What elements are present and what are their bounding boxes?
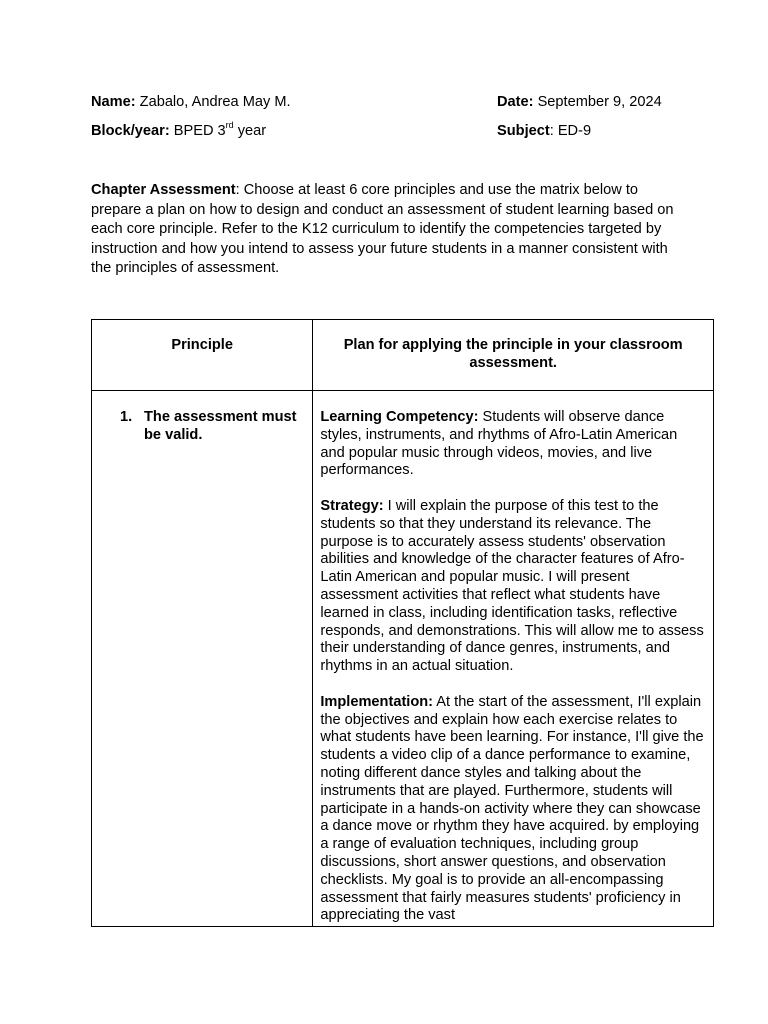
subject-label: Subject	[497, 123, 550, 139]
date-label: Date:	[497, 94, 534, 110]
block-year-label: Block/year:	[91, 123, 170, 139]
block-year-value: BPED 3rd year	[173, 120, 267, 139]
chapter-assessment-instructions	[91, 181, 686, 279]
name-label: Name:	[91, 94, 136, 110]
assessment-matrix-table	[91, 319, 714, 927]
date-field	[497, 93, 662, 111]
principle-column-header: Principle	[92, 320, 313, 391]
principle-cell	[92, 391, 313, 927]
plan-column-header: Plan for applying the principle in your classroom assessment.	[313, 320, 714, 391]
block-year-field	[91, 122, 266, 140]
table-header-row	[92, 320, 714, 391]
subject-value: : ED-9	[549, 123, 592, 139]
implementation-paragraph: Implementation: At the start of the assessment, I'll explain the objectives and explain how each exercise relates to what students have been learning. For instance, I'll give the students a video clip of a dance performance to examine, noting different dance styles and talking about the instruments that are played. Furthermore, students will participate in a hands-on activity where they can showcase a dance move or rhythm they have acquired. by employing a range of evaluation techniques, including group discussions, short answer questions, and observation checklists. My goal is to provide an all-encompassing assessment that fairly measures students' proficiency in appreciating the vast	[320, 693, 704, 924]
principle-number: 1.	[120, 409, 133, 425]
name-value: Zabalo, Andrea May M.	[139, 94, 291, 110]
plan-cell	[313, 391, 714, 927]
date-value: September 9, 2024	[537, 94, 662, 110]
name-field	[91, 93, 291, 111]
principle-text: The assessment must be valid.	[144, 409, 297, 443]
table-row	[92, 391, 714, 927]
subject-field	[497, 122, 591, 140]
chapter-assessment-text: : Choose at least 6 core principles and use the matrix below to prepare a plan on how to design and conduct an assessment of student learning based on each core principle. Refer to the K12 curriculum to identify the competencies targeted by instruction and how you intend to assess your future students in a manner consistent with the principles of assessment.	[91, 182, 674, 276]
chapter-assessment-label: Chapter Assessment	[91, 182, 236, 198]
learning-competency-paragraph: Learning Competency: Students will observe dance styles, instruments, and rhythms of Afro-Latin American and popular music through videos, movies, and live performances.	[320, 409, 678, 479]
strategy-paragraph: Strategy: I will explain the purpose of this test to the students so that they understand its relevance. The purpose is to accurately assess students' observation abilities and knowledge of the character features of Afro-Latin American and popular music. I will present assessment activities that reflect what students have learned in class, including identification tasks, reflective responds, and demonstrations. This will allow me to assess their understanding of dance genres, instruments, and rhythms in an actual situation.	[320, 497, 704, 675]
